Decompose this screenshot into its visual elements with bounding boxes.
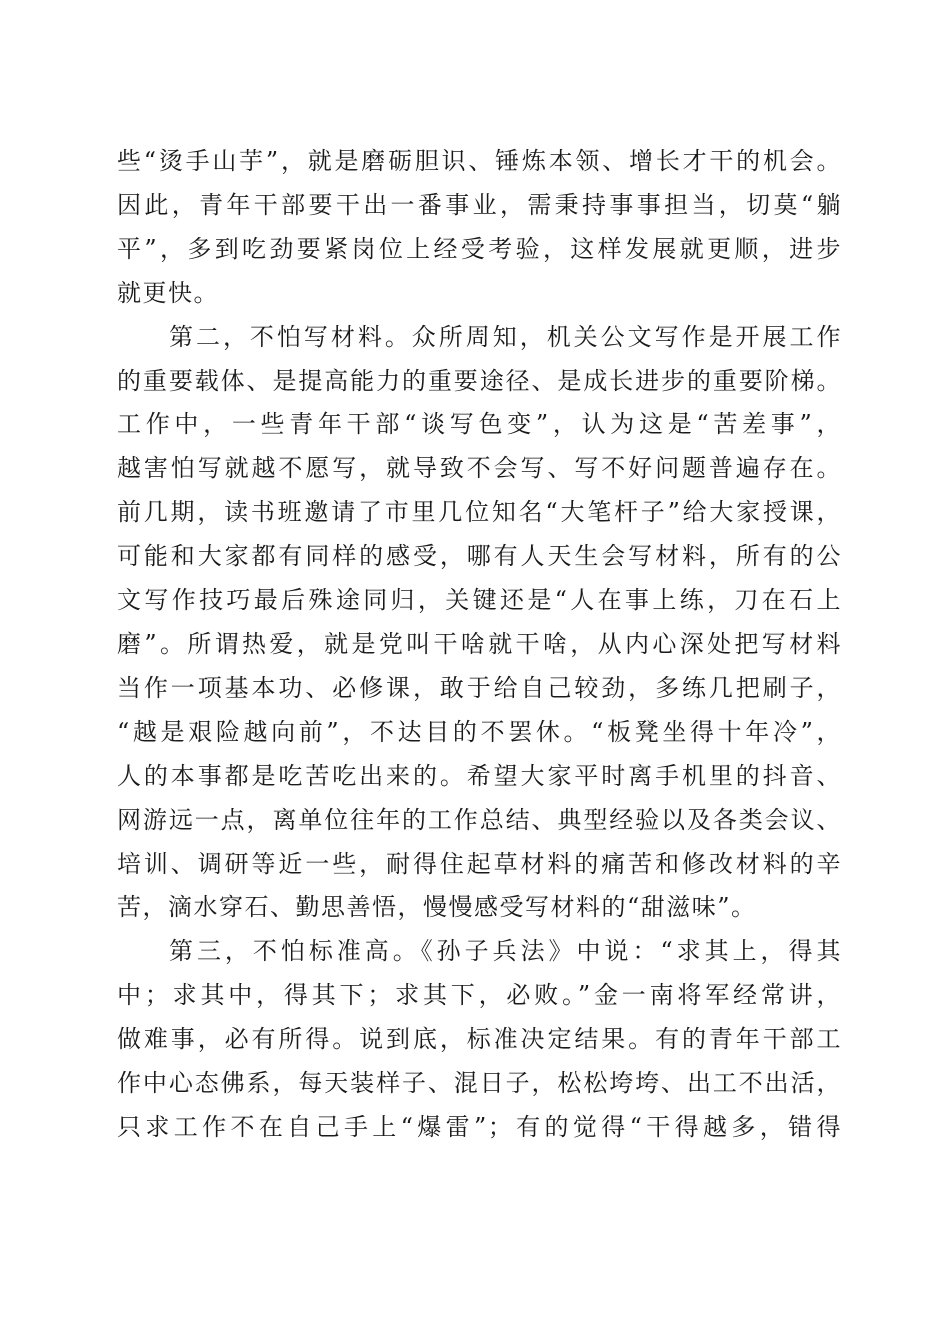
text-line: 越害怕写就越不愿写，就导致不会写、写不好问题普遍存在。 — [117, 454, 842, 483]
text-line: 苦，滴水穿石、勤思善悟，慢慢感受写材料的“甜滋味”。 — [117, 893, 757, 922]
text-line: 人的本事都是吃苦吃出来的。希望大家平时离手机里的抖音、 — [117, 761, 842, 790]
text-line: “越是艰险越向前”，不达目的不罢休。“板凳坐得十年冷”， — [117, 717, 842, 746]
text-line: 磨”。所谓热爱，就是党叫干啥就干啥，从内心深处把写材料 — [117, 629, 842, 658]
text-line: 第三，不怕标准高。《孙子兵法》中说：“求其上，得其 — [169, 937, 842, 966]
text-line: 的重要载体、是提高能力的重要途径、是成长进步的重要阶梯。 — [117, 366, 842, 395]
paragraph-3 — [117, 930, 842, 1150]
text-line: 因此，青年干部要干出一番事业，需秉持事事担当，切莫“躺 — [117, 190, 842, 219]
text-line: 可能和大家都有同样的感受，哪有人天生会写材料，所有的公 — [117, 542, 842, 571]
text-line: 只求工作不在自己手上“爆雷”；有的觉得“干得越多，错得 — [117, 1112, 842, 1141]
text-line: 就更快。 — [117, 278, 219, 307]
text-line: 作中心态佛系，每天装样子、混日子，松松垮垮、出工不出活， — [117, 1069, 842, 1098]
paragraph-2 — [117, 316, 842, 931]
text-line: 平”，多到吃劲要紧岗位上经受考验，这样发展就更顺，进步 — [117, 234, 842, 263]
text-line: 前几期，读书班邀请了市里几位知名“大笔杆子”给大家授课， — [117, 498, 842, 527]
text-line: 工作中，一些青年干部“谈写色变”，认为这是“苦差事”， — [117, 410, 842, 439]
text-line: 些“烫手山芋”，就是磨砺胆识、锤炼本领、增长才干的机会。 — [117, 147, 842, 175]
text-line: 文写作技巧最后殊途同归，关键还是“人在事上练，刀在石上 — [117, 586, 842, 615]
paragraph-1 — [117, 140, 842, 316]
text-line: 当作一项基本功、必修课，敢于给自己较劲，多练几把刷子， — [117, 673, 842, 702]
text-line: 第二，不怕写材料。众所周知，机关公文写作是开展工作 — [169, 322, 842, 351]
text-line: 网游远一点，离单位往年的工作总结、典型经验以及各类会议、 — [117, 805, 842, 834]
text-line: 中；求其中，得其下；求其下，必败。”金一南将军经常讲， — [117, 981, 842, 1010]
text-line: 做难事，必有所得。说到底，标准决定结果。有的青年干部工 — [117, 1025, 842, 1054]
text-line: 培训、调研等近一些，耐得住起草材料的痛苦和修改材料的辛 — [117, 849, 842, 878]
body-text — [117, 140, 842, 1150]
